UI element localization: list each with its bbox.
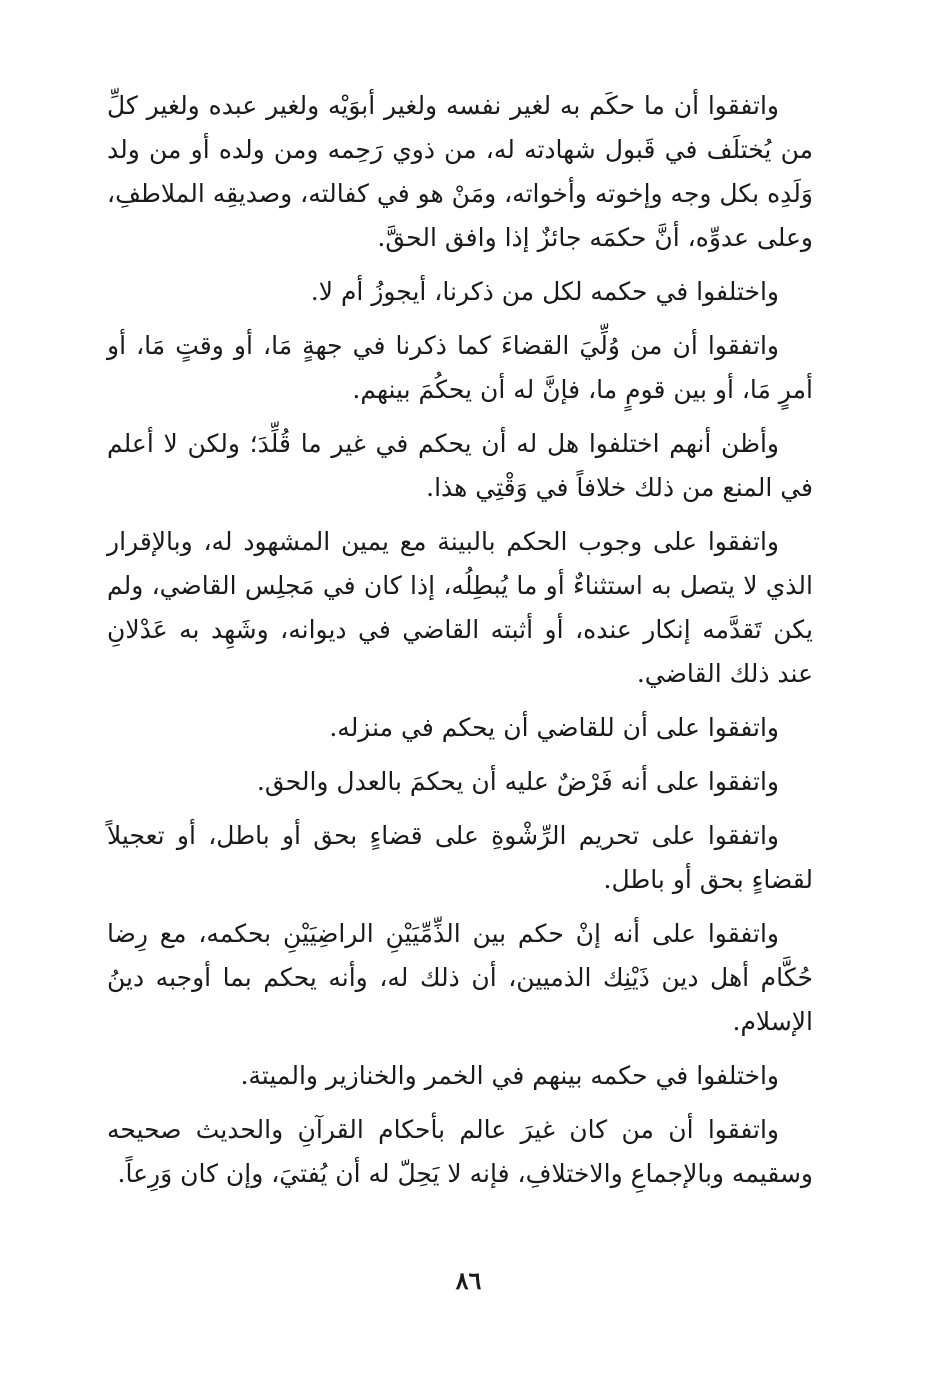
paragraph-3: واتفقوا أن من وُلِّيَ القضاءَ كما ذكرنا في جهةٍ مَا، أو وقتٍ مَا، أو أمرٍ مَا، أو بين قومٍ ما، فإنَّ له أن يحكُمَ بينهم. [107, 331, 813, 404]
paragraph-10: واختلفوا في حكمه بينهم في الخمر والخنازير والميتة. [240, 1061, 779, 1090]
paragraph-11: واتفقوا أن من كان غيرَ عالم بأحكام القرآنِ والحديث صحيحه وسقيمه وبالإجماعِ والاختلافِ، فإنه لا يَحِلّ له أن يُفتيَ، وإن كان وَرِعاً. [107, 1115, 813, 1188]
paragraph-6: واتفقوا على أن للقاضي أن يحكم في منزله. [329, 713, 779, 742]
paragraph-8: واتفقوا على تحريم الرِّشْوةِ على قضاءٍ بحق أو باطل، أو تعجيلاً لقضاءٍ بحق أو باطل. [107, 821, 813, 894]
paragraph-2: واختلفوا في حكمه لكل من ذكرنا، أيجوزُ أم لا. [310, 277, 779, 306]
paragraph-4: وأظن أنهم اختلفوا هل له أن يحكم في غير ما قُلِّدَ؛ ولكن لا أعلم في المنع من ذلك خلافاً في وَقْتِي هذا. [107, 429, 813, 502]
page-body [107, 84, 813, 1206]
paragraph-1: واتفقوا أن ما حكَم به لغير نفسه ولغير أبوَيْه ولغير عبده ولغير كلِّ من يُختلَف في قَبول شهادته له، من ذوي رَحِمه ومن ولده أو من ولد وَلَدِه بكل وجه وإخوته وأخواته، ومَنْ هو في كفالته، وصديقِه الملاطفِ، وعلى عدوِّه، أنَّ حكمَه جائزٌ إذا وافق الحقَّ. [107, 91, 813, 252]
page-number: ٨٦ [455, 1266, 482, 1295]
paragraph-7: واتفقوا على أنه فَرْضٌ عليه أن يحكمَ بالعدل والحق. [256, 767, 779, 796]
paragraph-5: واتفقوا على وجوب الحكم بالبينة مع يمين المشهود له، وبالإقرار الذي لا يتصل به استثناءٌ أو ما يُبطِلُه، إذا كان في مَجلِس القاضي، ولم يكن تَقدَّمه إنكار عنده، أو أثبته القاضي في ديوانه، وشَهِد به عَدْلانِ عند ذلك القاضي. [107, 527, 813, 688]
paragraph-9: واتفقوا على أنه إنْ حكم بين الذِّمِّيَيْنِ الراضِيَيْنِ بحكمه، مع رِضا حُكَّام أهل دين ذَيْنِك الذميين، أن ذلك له، وأنه يحكم بما أوجبه دينُ الإسلام. [107, 919, 813, 1036]
